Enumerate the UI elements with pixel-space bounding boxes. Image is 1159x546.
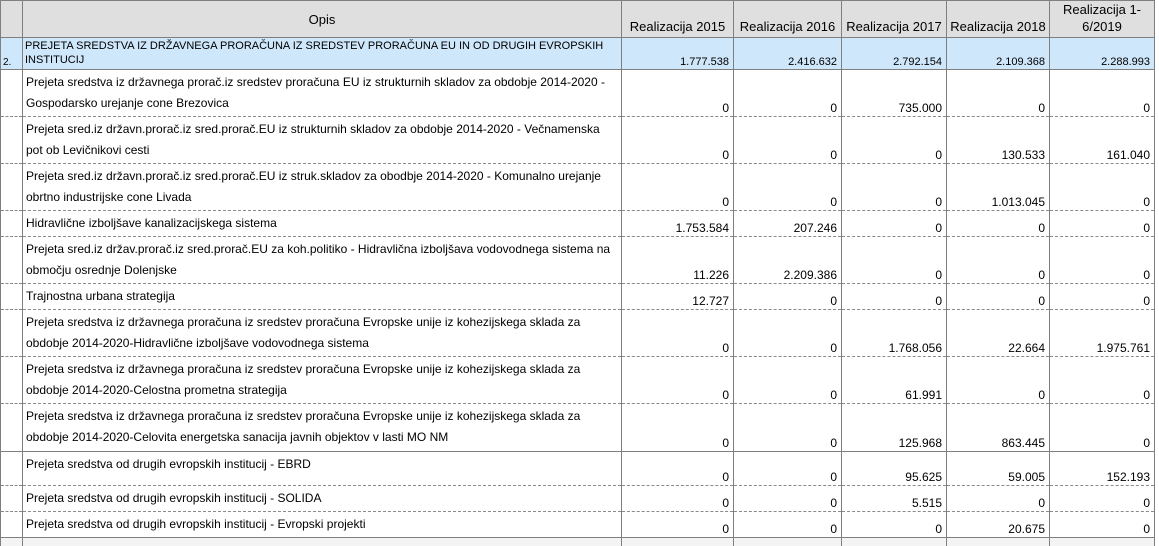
row-number-cell <box>1 452 23 486</box>
row-value-2018: 22.664 <box>947 310 1050 357</box>
row-number-cell <box>1 237 23 284</box>
row-number-cell <box>1 284 23 310</box>
blank-row <box>1 538 1155 546</box>
row-value-2017: 95.625 <box>842 452 947 486</box>
row-value-2015: 12.727 <box>622 284 734 310</box>
row-value-2019: 0 <box>1050 70 1155 117</box>
row-value-2016: 0 <box>734 404 842 452</box>
row-value-2015: 0 <box>622 357 734 404</box>
header-year-2016: Realizacija 2016 <box>734 1 842 38</box>
row-value-2019: 161.040 <box>1050 117 1155 164</box>
row-description: Prejeta sred.iz državn.prorač.iz sred.prorač.EU iz strukturnih skladov za obdobje 2014-2020 - Večnamenska pot ob Levičnikovi cesti <box>23 117 622 164</box>
row-value-2017: 0 <box>842 164 947 211</box>
row-value-2019: 1.975.761 <box>1050 310 1155 357</box>
row-value-2017: 125.968 <box>842 404 947 452</box>
row-description: Prejeta sredstva iz državnega prorač.iz sredstev proračuna EU iz strukturnih skladov za obdobje 2014-2020 - Gospodarsko urejanje cone Brezovica <box>23 70 622 117</box>
row-description: Prejeta sredstva iz državnega proračuna iz sredstev proračuna Evropske unije iz kohezijskega sklada za obdobje 2014-2020-Celostna prometna strategija <box>23 357 622 404</box>
table-row <box>1 117 1155 164</box>
header-year-2018: Realizacija 2018 <box>947 1 1050 38</box>
row-value-2019: 0 <box>1050 512 1155 538</box>
summary-value-2019: 2.288.993 <box>1050 38 1155 70</box>
row-value-2015: 0 <box>622 164 734 211</box>
row-value-2016: 207.246 <box>734 211 842 237</box>
row-value-2019: 0 <box>1050 237 1155 284</box>
row-value-2019: 0 <box>1050 164 1155 211</box>
summary-number: 2. <box>1 38 23 70</box>
row-value-2016: 0 <box>734 452 842 486</box>
table-row <box>1 164 1155 211</box>
row-description: Trajnostna urbana strategija <box>23 284 622 310</box>
row-value-2015: 0 <box>622 310 734 357</box>
header-year-2019: Realizacija 1-6/2019 <box>1050 1 1155 38</box>
header-row <box>1 1 1155 38</box>
table-row <box>1 404 1155 452</box>
row-value-2016: 0 <box>734 284 842 310</box>
row-value-2019: 0 <box>1050 284 1155 310</box>
row-value-2019: 0 <box>1050 357 1155 404</box>
row-value-2019: 0 <box>1050 486 1155 512</box>
row-value-2018: 0 <box>947 237 1050 284</box>
row-value-2018: 0 <box>947 284 1050 310</box>
summary-value-2018: 2.109.368 <box>947 38 1050 70</box>
row-value-2015: 0 <box>622 452 734 486</box>
row-value-2018: 20.675 <box>947 512 1050 538</box>
table-row <box>1 70 1155 117</box>
row-value-2015: 0 <box>622 70 734 117</box>
row-number-cell <box>1 486 23 512</box>
row-description: Prejeta sredstva od drugih evropskih institucij - EBRD <box>23 452 622 486</box>
row-value-2016: 0 <box>734 164 842 211</box>
row-number-cell <box>1 512 23 538</box>
table-row <box>1 512 1155 538</box>
row-value-2017: 61.991 <box>842 357 947 404</box>
row-number-cell <box>1 70 23 117</box>
row-value-2016: 0 <box>734 486 842 512</box>
row-description: Hidravlične izboljšave kanalizacijskega sistema <box>23 211 622 237</box>
row-value-2017: 735.000 <box>842 70 947 117</box>
row-number-cell <box>1 310 23 357</box>
row-description: Prejeta sredstva od drugih evropskih institucij - SOLIDA <box>23 486 622 512</box>
row-number-cell <box>1 164 23 211</box>
header-number-cell <box>1 1 23 38</box>
summary-value-2017: 2.792.154 <box>842 38 947 70</box>
table-row <box>1 486 1155 512</box>
table-row <box>1 452 1155 486</box>
row-value-2018: 0 <box>947 211 1050 237</box>
row-value-2019: 0 <box>1050 404 1155 452</box>
header-year-2017: Realizacija 2017 <box>842 1 947 38</box>
row-value-2017: 5.515 <box>842 486 947 512</box>
row-value-2017: 0 <box>842 512 947 538</box>
header-opis: Opis <box>23 1 622 38</box>
row-value-2016: 0 <box>734 310 842 357</box>
table-row <box>1 357 1155 404</box>
row-value-2017: 0 <box>842 284 947 310</box>
row-value-2018: 130.533 <box>947 117 1050 164</box>
row-value-2015: 0 <box>622 117 734 164</box>
row-description: Prejeta sred.iz državn.prorač.iz sred.prorač.EU iz struk.skladov za obodbje 2014-2020 - Komunalno urejanje obrtno industrijske cone Livada <box>23 164 622 211</box>
row-value-2015: 1.753.584 <box>622 211 734 237</box>
row-value-2018: 863.445 <box>947 404 1050 452</box>
row-value-2019: 0 <box>1050 211 1155 237</box>
row-value-2015: 0 <box>622 512 734 538</box>
row-value-2017: 1.768.056 <box>842 310 947 357</box>
row-value-2016: 0 <box>734 512 842 538</box>
table-row <box>1 237 1155 284</box>
row-value-2016: 0 <box>734 357 842 404</box>
row-value-2018: 0 <box>947 486 1050 512</box>
row-value-2018: 0 <box>947 357 1050 404</box>
row-value-2016: 0 <box>734 70 842 117</box>
row-value-2018: 0 <box>947 70 1050 117</box>
row-number-cell <box>1 404 23 452</box>
row-value-2018: 59.005 <box>947 452 1050 486</box>
row-number-cell <box>1 117 23 164</box>
summary-description: PREJETA SREDSTVA IZ DRŽAVNEGA PRORAČUNA IZ SREDSTEV PRORAČUNA EU IN OD DRUGIH EVROPSKIH INSTITUCIJ <box>23 38 622 70</box>
row-value-2017: 0 <box>842 117 947 164</box>
row-description: Prejeta sredstva od drugih evropskih institucij - Evropski projekti <box>23 512 622 538</box>
row-value-2019: 152.193 <box>1050 452 1155 486</box>
row-description: Prejeta sred.iz držav.prorač.iz sred.prorač.EU za koh.politiko - Hidravlična izboljšava vodovodnega sistema na območju osrednje Dolenjske <box>23 237 622 284</box>
table-row <box>1 211 1155 237</box>
table-row <box>1 310 1155 357</box>
summary-value-2016: 2.416.632 <box>734 38 842 70</box>
row-number-cell <box>1 357 23 404</box>
summary-row <box>1 38 1155 70</box>
summary-value-2015: 1.777.538 <box>622 38 734 70</box>
row-value-2017: 0 <box>842 211 947 237</box>
row-value-2016: 2.209.386 <box>734 237 842 284</box>
row-description: Prejeta sredstva iz državnega proračuna iz sredstev proračuna Evropske unije iz kohezijskega sklada za obdobje 2014-2020-Celovita energetska sanacija javnih objektov v lasti MO NM <box>23 404 622 452</box>
row-description: Prejeta sredstva iz državnega proračuna iz sredstev proračuna Evropske unije iz kohezijskega sklada za obdobje 2014-2020-Hidravlične izboljšave vodovodnega sistema <box>23 310 622 357</box>
row-value-2015: 11.226 <box>622 237 734 284</box>
row-value-2018: 1.013.045 <box>947 164 1050 211</box>
table-row <box>1 284 1155 310</box>
row-value-2015: 0 <box>622 404 734 452</box>
row-value-2016: 0 <box>734 117 842 164</box>
row-value-2015: 0 <box>622 486 734 512</box>
row-number-cell <box>1 211 23 237</box>
row-value-2017: 0 <box>842 237 947 284</box>
header-year-2015: Realizacija 2015 <box>622 1 734 38</box>
